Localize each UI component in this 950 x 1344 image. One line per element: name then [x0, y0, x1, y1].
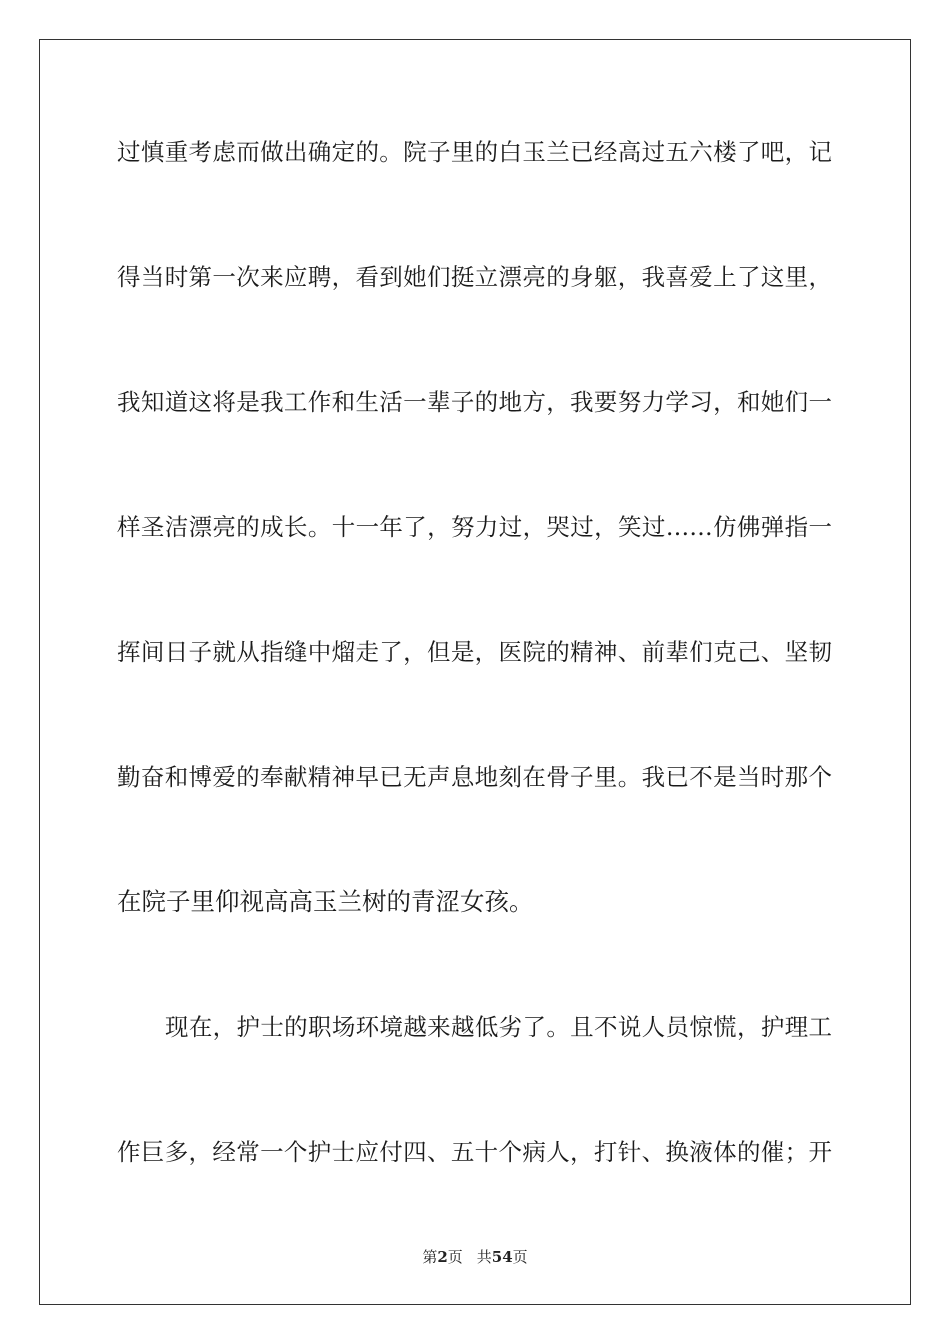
- text-line-2: 得当时第一次来应聘，看到她们挺立漂亮的身躯，我喜爱上了这里，: [117, 263, 832, 291]
- total-suffix: 页: [512, 1248, 528, 1266]
- page-border: [39, 39, 911, 1305]
- text-line-8: 现在，护士的职场环境越来越低劣了。且不说人员惊慌，护理工: [165, 1013, 832, 1041]
- text-line-4: 样圣洁漂亮的成长。十一年了，努力过，哭过，笑过……仿佛弹指一: [117, 513, 832, 541]
- page-number: 2: [437, 1248, 448, 1266]
- text-line-9: 作巨多，经常一个护士应付四、五十个病人，打针、换液体的催；开: [117, 1138, 832, 1166]
- page-footer: [0, 1247, 950, 1267]
- text-line-5: 挥间日子就从指缝中熘走了，但是，医院的精神、前辈们克己、坚韧: [117, 638, 832, 666]
- text-line-1: 过慎重考虑而做出确定的。院子里的白玉兰已经高过五六楼了吧，记: [117, 138, 832, 166]
- text-line-3: 我知道这将是我工作和生活一辈子的地方，我要努力学习，和她们一: [117, 388, 832, 416]
- total-prefix: 共: [476, 1248, 492, 1266]
- text-line-7: 在院子里仰视高高玉兰树的青涩女孩。: [117, 887, 534, 916]
- text-line-6: 勤奋和博爱的奉献精神早已无声息地刻在骨子里。我已不是当时那个: [117, 763, 832, 791]
- total-pages: 54: [491, 1248, 513, 1266]
- page-prefix: 第: [422, 1248, 438, 1266]
- page-suffix: 页: [447, 1248, 463, 1266]
